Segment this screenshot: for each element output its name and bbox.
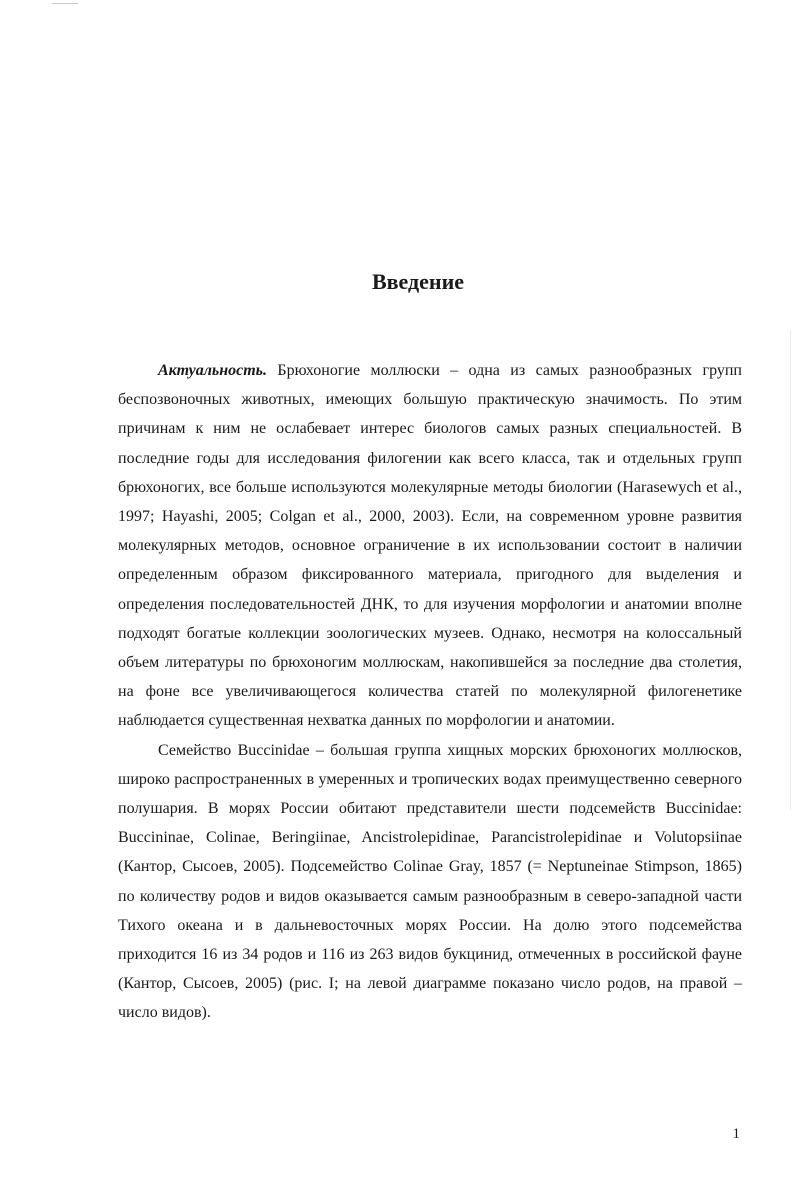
paragraph-lead-term: Актуальность. (158, 362, 267, 379)
page-number: 1 (732, 1126, 740, 1142)
paragraph-text: Брюхоногие моллюски – одна из самых разнообразных групп беспозвоночных животных, имеющих большую практическую значимость. По этим причинам к ним не ослабевает интерес биологов самых разных специальностей. В последние годы для исследования филогении как всего класса, так и отдельных групп брюхоногих, все больше используются молекулярные методы биологии (Harasewych et al., 1997; Hayashi, 2005; Colgan et al., 2000, 2003). Если, на современном уровне развития молекулярных методов, основное ограничение в их использовании состоит в наличии определенным образом фиксированного материала, пригодного для выделения и определения последовательностей ДНК, то для изучения морфологии и анатомии вполне подходят богатые коллекции зоологических музеев. Однако, несмотря на колоссальный объем литературы по брюхоногим моллюскам, накопившейся за последние два столетия, на фоне все увеличивающегося количества статей по молекулярной филогенетике наблюдается существенная нехватка данных по морфологии и анатомии. (118, 362, 742, 730)
paragraph-text: Семейство Buccinidae – большая группа хищных морских брюхоногих моллюсков, широко распространенных в умеренных и тропических водах преимущественно северного полушария. В морях России обитают представители шести подсемейств Buccinidae: Buccininae, Colinae, Beringiinae, Ancistrolepidinae, Parancistrolepidinae и Volutopsiinae (Кантор, Сысоев, 2005). Подсемейство Colinae Gray, 1857 (= Neptuneinae Stimpson, 1865) по количеству родов и видов оказывается самым разнообразным в северо-западной части Тихого океана и в дальневосточных морях России. На долю этого подсемейства приходится 16 из 34 родов и 116 из 263 видов букцинид, отмеченных в российской фауне (Кантор, Сысоев, 2005) (рис. I; на левой диаграмме показано число родов, на правой – число видов). (118, 741, 742, 1022)
section-heading: Введение (371, 268, 465, 294)
body-text (118, 356, 742, 1028)
paragraph-buccinidae (118, 736, 742, 1028)
paragraph-relevance (118, 356, 742, 736)
scan-artifact (52, 3, 78, 4)
margin-shadow (790, 330, 791, 810)
